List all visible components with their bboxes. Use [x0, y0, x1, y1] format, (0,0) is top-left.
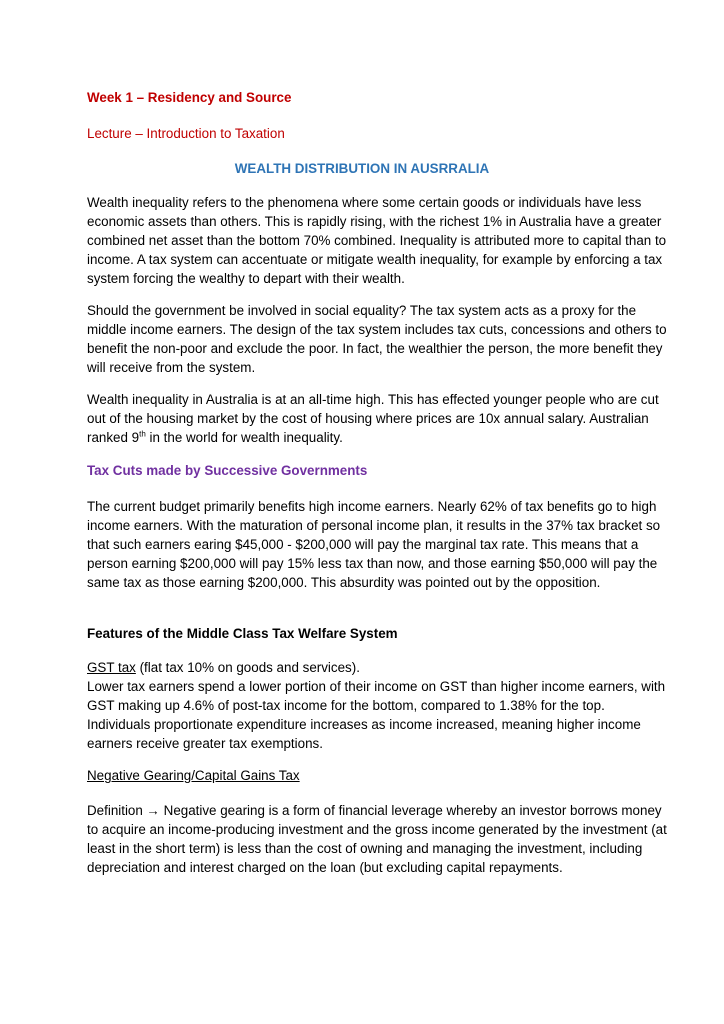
gst-label: GST tax: [87, 660, 136, 675]
paragraph-wealth-inequality: Wealth inequality refers to the phenomena where some certain goods or individuals have less economic assets than others. This is rapidly rising, with the richest 1% in Australia have a greater combined net asset than the bottom 70% combined. Inequality is attributed more to capital than to income. A tax system can accentuate or mitigate wealth inequality, for example by enforcing a tax system forcing the wealthy to depart with their wealth.: [87, 195, 667, 286]
subheading-negative-gearing: Negative Gearing/Capital Gains Tax: [87, 768, 300, 783]
definition-prefix: Definition: [87, 803, 147, 818]
arrow-icon: →: [146, 803, 160, 818]
subheading-features: Features of the Middle Class Tax Welfare System: [87, 626, 398, 641]
gst-body: Lower tax earners spend a lower portion of their income on GST than higher income earners, with GST making up 4.6% of post-tax income for the bottom, compared to 1.38% for the top. Individuals proportionate expenditure increases as income increased, meaning higher income earners receive greater tax exemptions.: [87, 679, 666, 751]
subheading-tax-cuts: Tax Cuts made by Successive Governments: [87, 463, 368, 478]
paragraph-australia-inequality: [87, 390, 667, 447]
paragraph-government-role: Should the government be involved in social equality? The tax system acts as a proxy for the middle income earners. The design of the tax system includes tax cuts, concessions and others to benefit the non-poor and exclude the poor. In fact, the wealthier the person, the more benefit they will receive from the system.: [87, 303, 667, 375]
page-title: WEALTH DISTRIBUTION IN AUSRRALIA: [234, 161, 490, 176]
definition-paragraph: [87, 801, 667, 877]
paragraph-budget: The current budget primarily benefits high income earners. Nearly 62% of tax benefits go to high income earners. With the maturation of personal income plan, it results in the 37% tax bracket so that such earners earing $45,000 - $200,000 will pay the marginal tax rate. This means that a person earning $200,000 will pay 15% less tax than now, and those earning $50,000 will pay the same tax as those earning $200,000. This absurdity was pointed out by the opposition.: [87, 499, 661, 590]
definition-body: Negative gearing is a form of financial leverage whereby an investor borrows money to acquire an income-producing investment and the gross income generated by the investment (at least in the short term) is less than the cost of owning and managing the investment, including depreciation and interest charged on the loan (but excluding capital repayments.: [87, 803, 667, 875]
lecture-heading: Lecture – Introduction to Taxation: [87, 126, 285, 141]
gst-label-suffix: (flat tax 10% on goods and services).: [135, 660, 360, 675]
gst-section: [87, 658, 667, 753]
paragraph-text-continued: in the world for wealth inequality.: [145, 430, 343, 445]
paragraph-text: Wealth inequality in Australia is at an all-time high. This has effected younger people who are cut out of the housing market by the cost of housing where prices are 10x annual salary. Australian ranked 9: [87, 392, 659, 445]
week-heading: Week 1 – Residency and Source: [87, 90, 292, 105]
superscript-ordinal: th: [139, 429, 146, 439]
